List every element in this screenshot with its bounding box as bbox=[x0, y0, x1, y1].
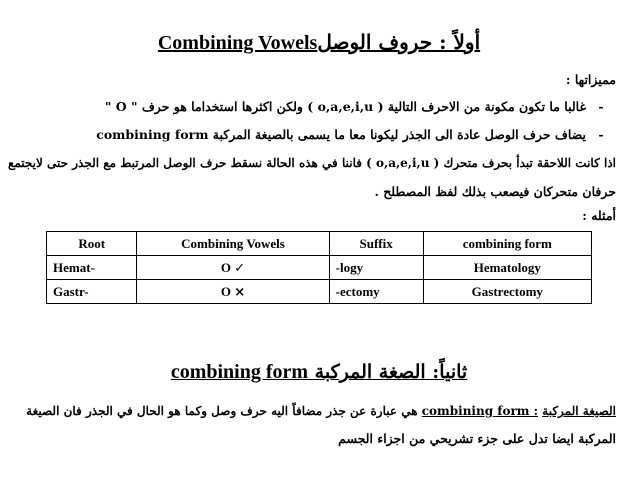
bullet1-vowels: o,a,e,i,u bbox=[317, 99, 374, 114]
cell-root: Hemat- bbox=[47, 256, 137, 280]
bullet1-part1: غالبا ما تكون مكونة من الاحرف التالية ( bbox=[377, 99, 586, 114]
title2-arabic: ثانياً: الصغة المركبة bbox=[314, 361, 468, 383]
paragraph-line2-text: حرفان متحركان فيصعب بذلك لفظ المصطلح . bbox=[374, 184, 616, 199]
bullet1-part2: ) ولكن اكثرها استخداما هو حرف bbox=[141, 99, 314, 114]
definition-line2-text: المركبة ايضا تدل على جزء تشريحي من اجزاء الجسم bbox=[338, 431, 616, 446]
features-heading bbox=[14, 72, 616, 87]
header-combining-form: combining form bbox=[423, 232, 591, 256]
cross-icon: × bbox=[234, 284, 246, 300]
vowel-letter: O bbox=[220, 259, 231, 275]
definition-line-2 bbox=[14, 431, 616, 446]
title2-english: combining form bbox=[170, 361, 309, 383]
paragraph-line-2 bbox=[14, 184, 616, 199]
definition-line1-rest: هي عبارة عن جذر مضافاً اليه حرف وصل وكما هو الحال في الجذر فان الصيغة bbox=[26, 404, 418, 418]
paragraph-line1-vowels: o,a,e,i,u bbox=[376, 156, 430, 170]
cell-suffix: -logy bbox=[329, 256, 423, 280]
cell-vowel bbox=[137, 256, 329, 280]
table-row bbox=[47, 280, 592, 304]
bullet2-part1: يضاف حرف الوصل عادة الى الجذر ليكونا معا ما يسمى بالصيغة المركبة bbox=[212, 127, 586, 142]
vowel-letter: O bbox=[220, 283, 231, 299]
title-english: Combining Vowels bbox=[157, 32, 318, 54]
definition-line-1 bbox=[14, 404, 616, 418]
definition-term-arabic: الصيغة المركبة bbox=[542, 404, 616, 418]
header-suffix: Suffix bbox=[329, 232, 423, 256]
examples-heading bbox=[14, 208, 616, 223]
section-title-combining-form bbox=[0, 361, 638, 384]
cell-combining-form: Hematology bbox=[423, 256, 591, 280]
bullet-item-1 bbox=[14, 99, 616, 114]
bullet-marker: - bbox=[598, 127, 604, 142]
cell-combining-form: Gastrectomy bbox=[423, 280, 591, 304]
title-arabic: أولاً : حروف الوصل bbox=[317, 30, 481, 54]
check-icon: ✓ bbox=[234, 260, 246, 276]
paragraph-line-1 bbox=[7, 156, 616, 170]
header-root: Root bbox=[47, 232, 137, 256]
cell-root: Gastr- bbox=[47, 280, 137, 304]
features-heading-text: مميزاتها : bbox=[565, 72, 616, 87]
examples-heading-text: أمثله : bbox=[582, 208, 616, 223]
bullet-marker: - bbox=[598, 99, 604, 114]
bullet2-term: combining form bbox=[96, 127, 209, 142]
paragraph-line1-part1: اذا كانت اللاحقة تبدأ بحرف متحرك ( bbox=[433, 156, 616, 170]
examples-table bbox=[46, 231, 592, 304]
section-title-combining-vowels bbox=[0, 30, 638, 55]
bullet-item-2 bbox=[14, 127, 616, 142]
paragraph-line1-part2: ) فاننا في هذه الحالة نسقط حرف الوصل المرتبط مع الجذر حتى لايجتمع bbox=[7, 156, 372, 170]
cell-suffix: -ectomy bbox=[329, 280, 423, 304]
cell-vowel bbox=[137, 280, 329, 304]
table-header-row bbox=[47, 232, 592, 256]
table-row bbox=[47, 256, 592, 280]
header-combining-vowels: Combining Vowels bbox=[137, 232, 329, 256]
bullet1-letter: " O " bbox=[104, 99, 138, 114]
definition-term-english: combining form : bbox=[421, 404, 539, 418]
